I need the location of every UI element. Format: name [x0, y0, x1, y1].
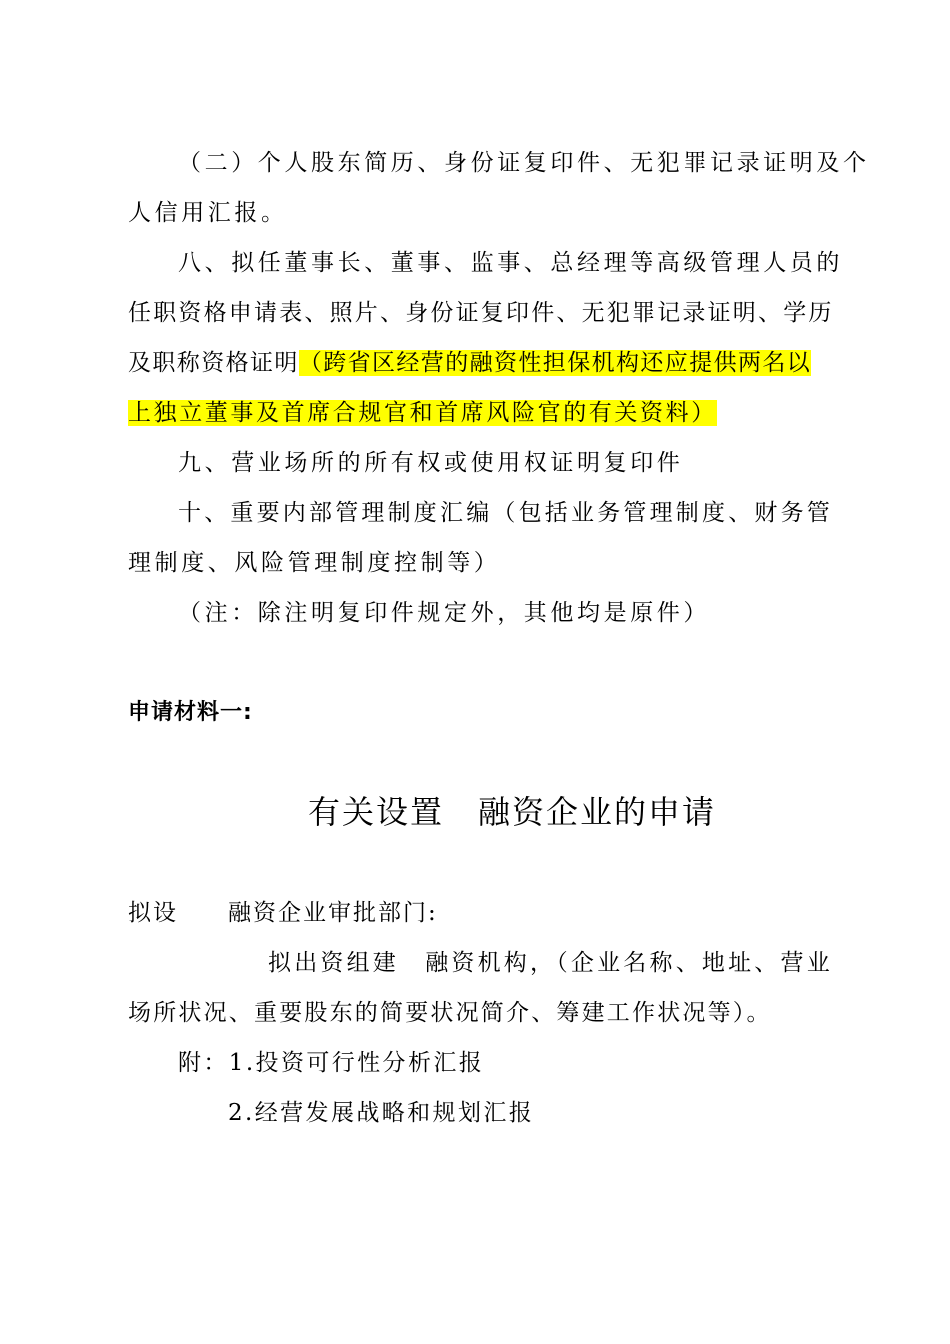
- para-line-3: 八、拟任董事长、董事、监事、总经理等高级管理人员的: [178, 250, 843, 276]
- para-line-6: [128, 398, 717, 428]
- para-line-2: 人信用汇报。: [128, 200, 288, 226]
- attachment-item-2: 2.经营发展战略和规划汇报: [228, 1100, 535, 1126]
- para-line-5-text: 及职称资格证明: [128, 350, 299, 376]
- attachment-item-1: 附：1.投资可行性分析汇报: [178, 1050, 485, 1076]
- para-line-8: 十、重要内部管理制度汇编（包括业务管理制度、财务管: [178, 500, 833, 526]
- para-line-1: （二）个人股东简历、身份证复印件、无犯罪记录证明及个: [178, 150, 870, 176]
- para-line-4: 任职资格申请表、照片、身份证复印件、无犯罪记录证明、学历: [128, 300, 834, 326]
- para-line-10: （注：除注明复印件规定外，其他均是原件）: [178, 600, 710, 626]
- highlighted-text-1: （跨省区经营的融资性担保机构还应提供两名以: [298, 350, 812, 376]
- para-line-9: 理制度、风险管理制度控制等）: [128, 550, 501, 576]
- letter-body-line-1: 拟出资组建 融资机构，（企业名称、地址、营业: [268, 950, 833, 976]
- letter-salutation: 拟设 融资企业审批部门:: [128, 900, 438, 926]
- highlighted-text-2: 上独立董事及首席合规官和首席风险官的有关资料）: [128, 400, 717, 426]
- letter-body-line-2: 场所状况、重要股东的简要状况简介、筹建工作状况等）。: [128, 1000, 772, 1026]
- document-title: 有关设置 融资企业的申请: [308, 793, 717, 831]
- para-line-7: 九、营业场所的所有权或使用权证明复印件: [178, 450, 684, 476]
- para-line-5: [128, 348, 811, 378]
- section-label: 申请材料一:: [128, 700, 253, 725]
